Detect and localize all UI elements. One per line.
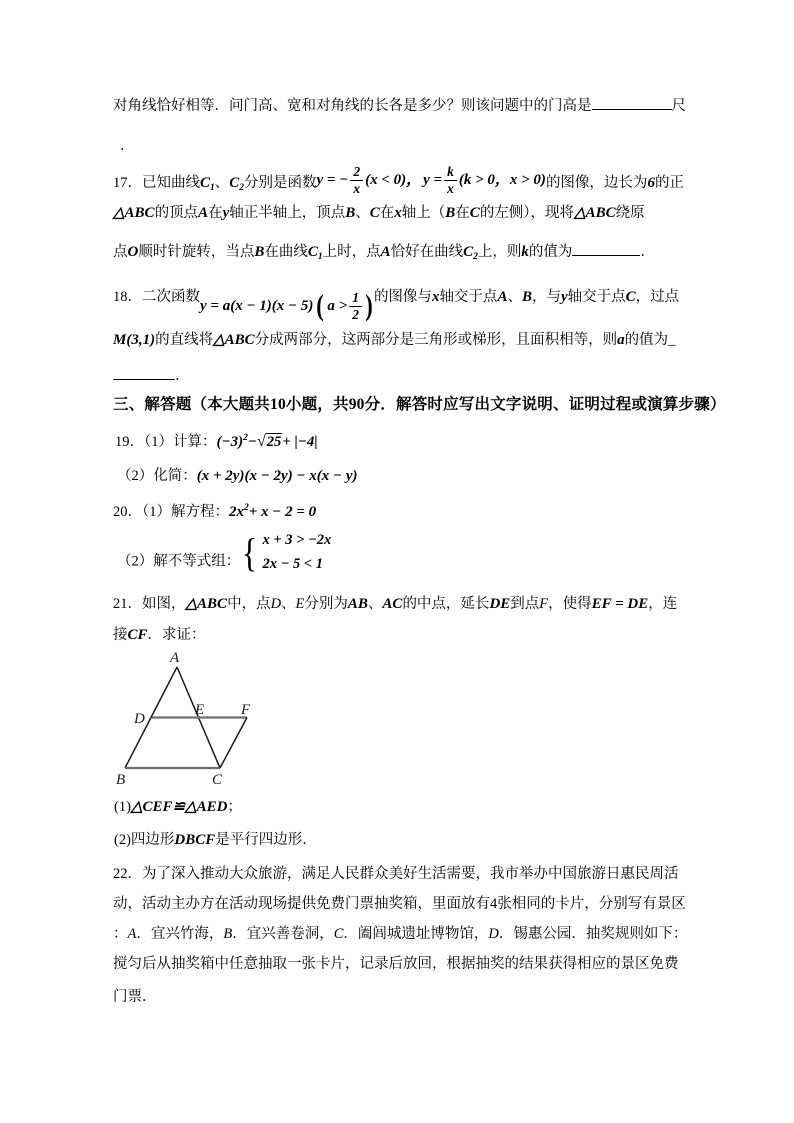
inequality-2: 2x − 5 < 1 <box>262 555 324 572</box>
answer-blank <box>572 241 640 256</box>
q19-line1 <box>115 431 318 453</box>
math-c1: C <box>200 174 211 191</box>
q17-formula <box>317 164 546 196</box>
math-c2-sub: 2 <box>473 252 478 262</box>
q17-text: 、 <box>355 205 370 221</box>
q17-text: 顺时针旋转，当点 <box>138 244 255 260</box>
math-c2: C <box>229 174 240 191</box>
q22-line4 <box>113 955 679 975</box>
q17-text: 在 <box>455 205 470 221</box>
q22-text: ．锡惠公园．抽奖规则如下： <box>498 926 688 942</box>
math-run: k <box>521 244 529 260</box>
intro-unit: 尺 <box>671 98 686 114</box>
sqrt-icon: √ <box>256 433 266 450</box>
q17-text: 绕原 <box>615 205 645 221</box>
intro-period-line <box>120 137 135 157</box>
q18-text: 18．二次函数 <box>113 289 200 305</box>
section-header <box>113 395 726 416</box>
math-run: − <box>247 434 257 450</box>
q21-text: ，连 <box>648 596 678 612</box>
figure-line-cf <box>220 718 247 769</box>
q17-text: 在 <box>379 205 395 221</box>
math-run: (k > 0，x > 0) <box>458 171 546 188</box>
math-run: CF <box>127 627 148 643</box>
point-label: D <box>270 596 282 612</box>
math-run: 2x <box>229 504 244 520</box>
q17-text: 在曲线 <box>264 244 308 260</box>
q20-text: 20．（1）解方程： <box>113 504 229 520</box>
math-run: O <box>127 244 139 260</box>
q17-line2 <box>113 203 645 224</box>
math-run: A <box>198 205 209 221</box>
fraction-denominator: 2 <box>349 306 362 323</box>
q22-text: 22．为了深入推动大众旅游，满足人民群众美好生活需要，我市举办中国旅游日惠民周活 <box>113 866 679 882</box>
math-run: y <box>560 289 568 305</box>
q17-comma: 、 <box>214 174 230 191</box>
fraction <box>349 290 362 322</box>
q21-text: 是平行四边形． <box>215 832 317 848</box>
q22-text: 动，活动主办方在活动现场提供免费门票抽奖箱，里面放有4张相同的卡片，分别写有景区 <box>113 896 686 912</box>
part-number: (2)四边形 <box>114 832 175 848</box>
q21-text: 、 <box>367 596 383 612</box>
math-run: B <box>445 205 456 221</box>
q17-text: 17．已知曲线 <box>113 174 200 191</box>
q18-text: 轴交于点 <box>439 289 498 305</box>
math-congruence: △CEF≌△AED <box>130 799 228 815</box>
math-run: B <box>345 205 356 221</box>
q22-text: ．阖闾城遗址博物馆， <box>343 926 489 942</box>
option-letter: C <box>333 926 344 942</box>
q22-line1 <box>113 865 679 885</box>
option-letter: A <box>127 926 137 942</box>
q21-part2 <box>114 830 317 851</box>
option-letter: D <box>488 926 499 942</box>
math-c1-sub: 1 <box>317 252 323 262</box>
math-run: DE <box>489 596 511 612</box>
figure-label-d: D <box>134 711 145 727</box>
q21-text: 、 <box>281 596 296 612</box>
q18-text: 轴交于点 <box>567 289 626 305</box>
q18-line2 <box>113 330 675 351</box>
q21-text: ； <box>227 799 242 815</box>
q18-line3 <box>113 365 190 387</box>
math-run: + |−4| <box>282 434 318 450</box>
math-run: C <box>369 205 380 221</box>
math-run: AB <box>347 596 368 612</box>
q18-text: ，过点 <box>635 289 680 305</box>
q17-text: 的顶点 <box>154 205 199 221</box>
math-run: y = − <box>316 171 349 188</box>
q21-text: 到点 <box>510 596 540 612</box>
figure-label-b: B <box>116 772 126 788</box>
answer-blank <box>113 365 175 380</box>
figure-label-a: A <box>170 650 180 666</box>
big-paren-open: ( <box>316 288 325 322</box>
math-c2-sub: 2 <box>239 182 245 193</box>
q17-text: ． <box>640 244 655 260</box>
q20-text: （2）解不等式组： <box>117 553 241 570</box>
inequality-system <box>240 531 331 574</box>
q20-line1 <box>113 502 316 523</box>
q21-line1 <box>113 594 677 615</box>
q22-text: ．宜兴善卷洞， <box>232 926 334 942</box>
fraction-numerator: k <box>447 164 454 179</box>
q21-part1 <box>114 797 242 818</box>
fraction-denominator: x <box>444 180 457 197</box>
intro-period: ． <box>120 138 135 154</box>
math-run: A <box>497 289 508 305</box>
math-triangle-abc: △ABC <box>213 332 255 348</box>
q17-text: 的正 <box>654 174 684 191</box>
q18-text: ，与 <box>531 289 561 305</box>
math-c1: C <box>307 244 318 260</box>
q18-text: 的图像与 <box>373 289 432 305</box>
q21-line2 <box>113 625 206 646</box>
point-label: E <box>295 596 305 612</box>
math-run: (x + 2y)(x − 2y) − x(x − y) <box>196 468 358 484</box>
q18-formula <box>200 290 374 322</box>
math-run: y <box>222 205 230 221</box>
math-c2: C <box>463 244 474 260</box>
q17-line3 <box>113 241 655 264</box>
q21-text: ．求证： <box>147 627 206 643</box>
math-superscript: 2 <box>243 433 248 443</box>
q21-text: 的中点，延长 <box>402 596 490 612</box>
q22-line5 <box>113 988 157 1008</box>
figure-label-f: F <box>241 702 251 718</box>
q22-text: 门票． <box>113 989 157 1005</box>
q18-text: 、 <box>507 289 522 305</box>
q18-text: 的直线将 <box>155 332 214 348</box>
q17-text: 分别是函数 <box>244 174 317 191</box>
q21-text: 21．如图， <box>113 596 186 612</box>
q22-line2 <box>113 895 686 915</box>
system-brace: { <box>242 529 258 575</box>
q22-text: 搅匀后从抽奖箱中任意抽取一张卡片，记录后放回，根据抽奖的结果获得相应的景区免费 <box>113 956 679 972</box>
q22-text: ： <box>113 926 128 942</box>
q18-line1 <box>113 287 679 322</box>
fraction-denominator: x <box>350 180 363 197</box>
q17-text: 的值为 <box>528 244 573 260</box>
figure-label-c: C <box>212 772 223 788</box>
q18-text: 的值为_ <box>624 332 676 348</box>
section-header-text: 三、解答题（本大题共10小题，共90分．解答时应写出文字说明、证明过程或演算步骤） <box>113 396 726 413</box>
fraction-numerator: 2 <box>353 164 361 179</box>
q21-figure <box>108 645 278 797</box>
math-c1-sub: 1 <box>210 182 215 193</box>
math-run: x <box>394 205 402 221</box>
q19-text: 19．（1）计算： <box>115 434 217 450</box>
inequality-1: x + 3 > −2x <box>262 532 332 548</box>
q22-line3 <box>113 925 687 945</box>
math-run: (−3) <box>216 434 244 450</box>
math-run: C <box>625 289 636 305</box>
q22-text: ．宜兴竹海， <box>136 926 224 942</box>
math-run: + x − 2 = 0 <box>248 504 317 520</box>
q21-text: 中，点 <box>227 596 271 612</box>
q21-text: 接 <box>113 627 128 643</box>
big-paren-close: ) <box>365 288 373 322</box>
intro-line <box>113 95 686 117</box>
q20-line2 <box>117 531 331 574</box>
fraction-numerator: 1 <box>352 290 359 306</box>
q17-text: 在 <box>208 205 223 221</box>
math-triangle-abc: △ABC <box>185 596 228 612</box>
math-run: 6 <box>647 174 655 191</box>
math-triangle-abc: △ABC <box>113 205 155 221</box>
fraction <box>350 164 363 196</box>
math-run: a <box>617 332 625 348</box>
math-superscript: 2 <box>244 503 249 513</box>
q19-line2 <box>117 466 358 487</box>
sqrt-argument: 25 <box>266 434 282 450</box>
q17-text: 的左侧），现将 <box>479 205 575 221</box>
point-label: F <box>539 596 549 612</box>
math-run: B <box>254 244 265 260</box>
q17-text: 上时，点 <box>322 244 381 260</box>
math-triangle-abc: △ABC <box>574 205 616 221</box>
math-run: B <box>521 289 532 305</box>
option-letter: B <box>223 926 233 942</box>
math-run: EF = DE <box>591 596 649 612</box>
answer-blank <box>592 95 672 110</box>
q17-line1 <box>113 164 684 196</box>
math-run: y = <box>423 171 443 188</box>
figure-label-e: E <box>195 702 205 718</box>
q18-text: ． <box>175 368 190 384</box>
q17-text: 点 <box>113 244 128 260</box>
q17-text: 轴上（ <box>401 205 446 221</box>
math-run: a > <box>327 298 348 314</box>
q18-text: 分成两部分，这两部分是三角形或梯形，且面积相等，则 <box>254 332 618 348</box>
q21-text: 分别为 <box>304 596 348 612</box>
part-number: (1) <box>114 799 131 815</box>
math-run: (x < 0)， <box>365 171 422 188</box>
math-run: A <box>380 244 391 260</box>
math-run: C <box>469 205 480 221</box>
q17-text: 的图像，边长为 <box>545 174 648 191</box>
q17-text: 轴正半轴上，顶点 <box>229 205 346 221</box>
math-run: y = a(x − 1)(x − 5) <box>200 298 314 314</box>
fraction <box>444 164 457 196</box>
math-run: AC <box>382 596 403 612</box>
math-point-m: M(3,1) <box>113 332 156 348</box>
q21-text: ，使得 <box>548 596 592 612</box>
intro-text: 对角线恰好相等．问门高、宽和对角线的长各是多少？则该问题中的门高是 <box>113 98 592 114</box>
math-run: DBCF <box>174 832 216 848</box>
q19-text: （2）化简： <box>117 468 197 484</box>
q17-text: 上，则 <box>477 244 522 260</box>
q17-text: 恰好在曲线 <box>390 244 464 260</box>
math-run: x <box>431 289 440 305</box>
